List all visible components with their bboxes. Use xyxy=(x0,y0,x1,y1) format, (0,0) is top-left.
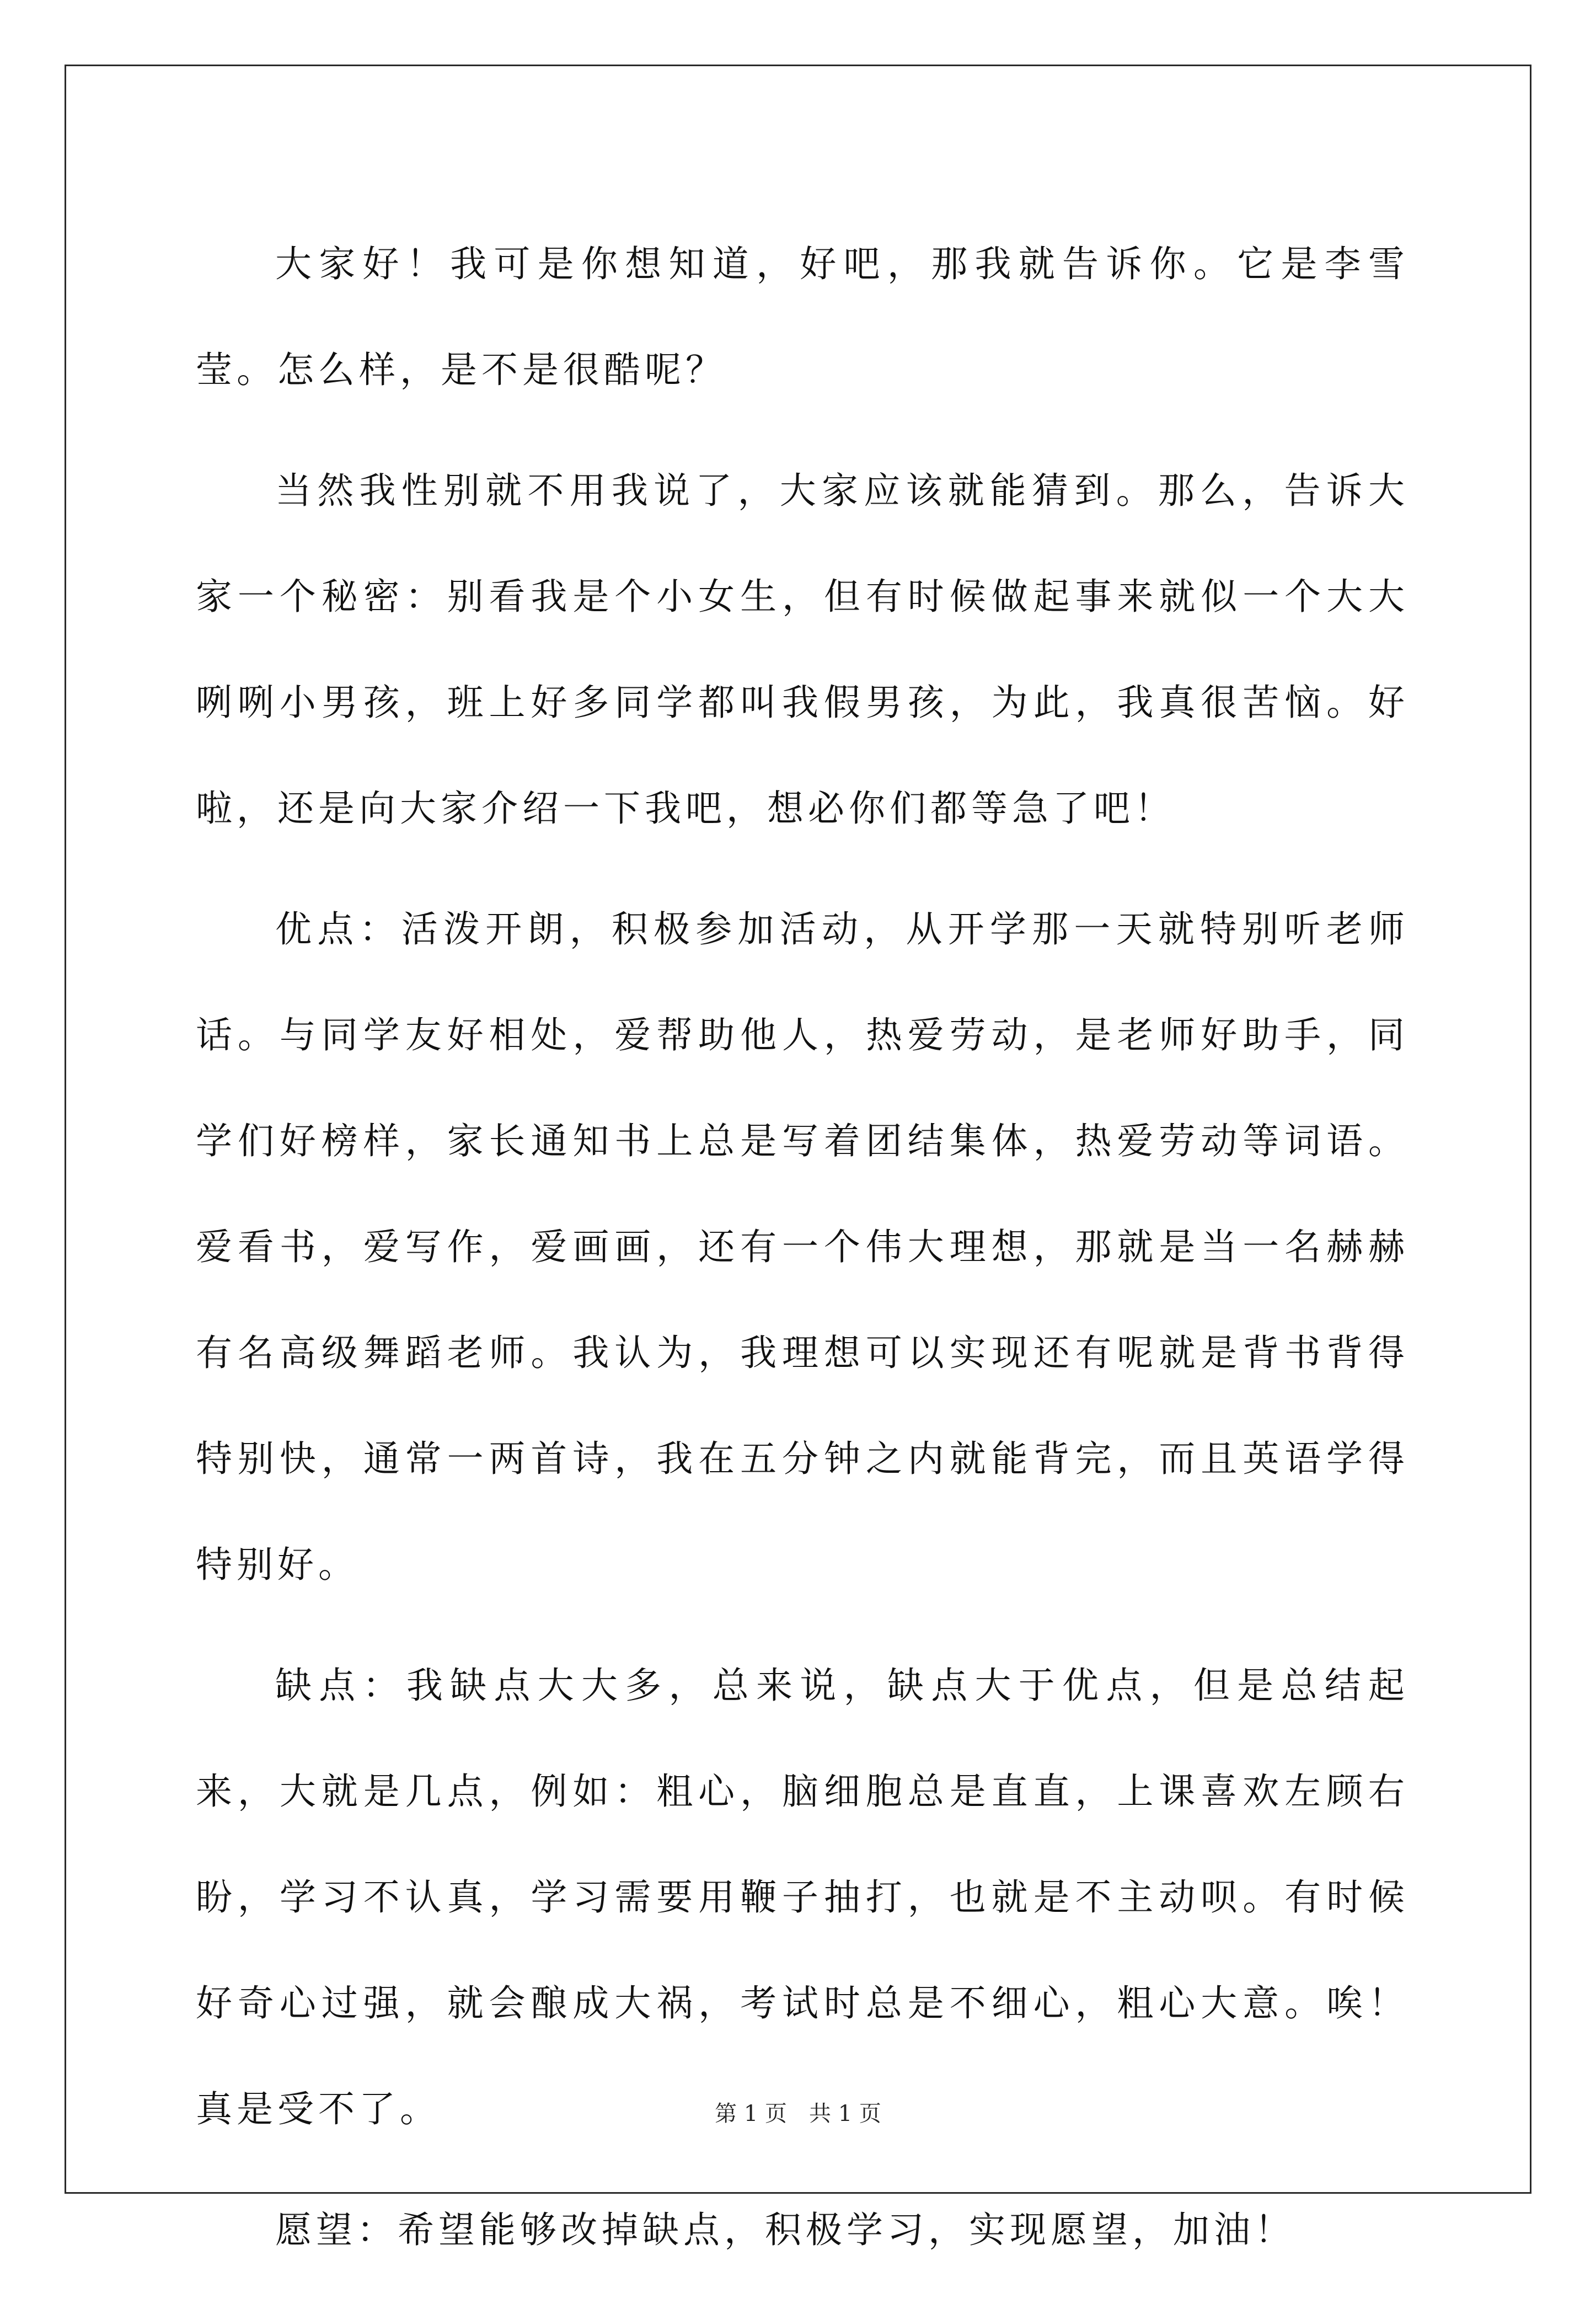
paragraph-weaknesses: 缺点：我缺点大大多，总来说，缺点大于优点，但是总结起来，大就是几点，例如：粗心，脑细胞总是直直，上课喜欢左顾右盼，学习不认真，学习需要用鞭子抽打，也就是不主动呗。有时候好奇心过强，就会酿成大祸，考试时总是不细心，粗心大意。唉！真是受不了。 xyxy=(196,1664,1409,2130)
page-number-footer: 第 1 页 共 1 页 xyxy=(715,2101,881,2126)
paragraph-intro: 大家好！我可是你想知道，好吧，那我就告诉你。它是李雪莹。怎么样，是不是很酷呢？ xyxy=(196,243,1409,391)
paragraph-secret: 当然我性别就不用我说了，大家应该就能猜到。那么，告诉大家一个秘密：别看我是个小女生，但有时候做起事来就似一个大大咧咧小男孩，班上好多同学都叫我假男孩，为此，我真很苦恼。好啦，还是向大家介绍一下我吧，想必你们都等急了吧！ xyxy=(196,469,1409,830)
document-body xyxy=(196,211,1409,2298)
paragraph-strengths: 优点：活泼开朗，积极参加活动，从开学那一天就特别听老师话。与同学友好相处，爱帮助他人，热爱劳动，是老师好助手，同学们好榜样，家长通知书上总是写着团结集体，热爱劳动等词语。爱看书，爱写作，爱画画，还有一个伟大理想，那就是当一名赫赫有名高级舞蹈老师。我认为，我理想可以实现还有呢就是背书背得特别快，通常一两首诗，我在五分钟之内就能背完，而且英语学得特别好。 xyxy=(196,908,1409,1586)
paragraph-wishes: 愿望：希望能够改掉缺点，积极学习，实现愿望，加油！ xyxy=(275,2209,1295,2251)
